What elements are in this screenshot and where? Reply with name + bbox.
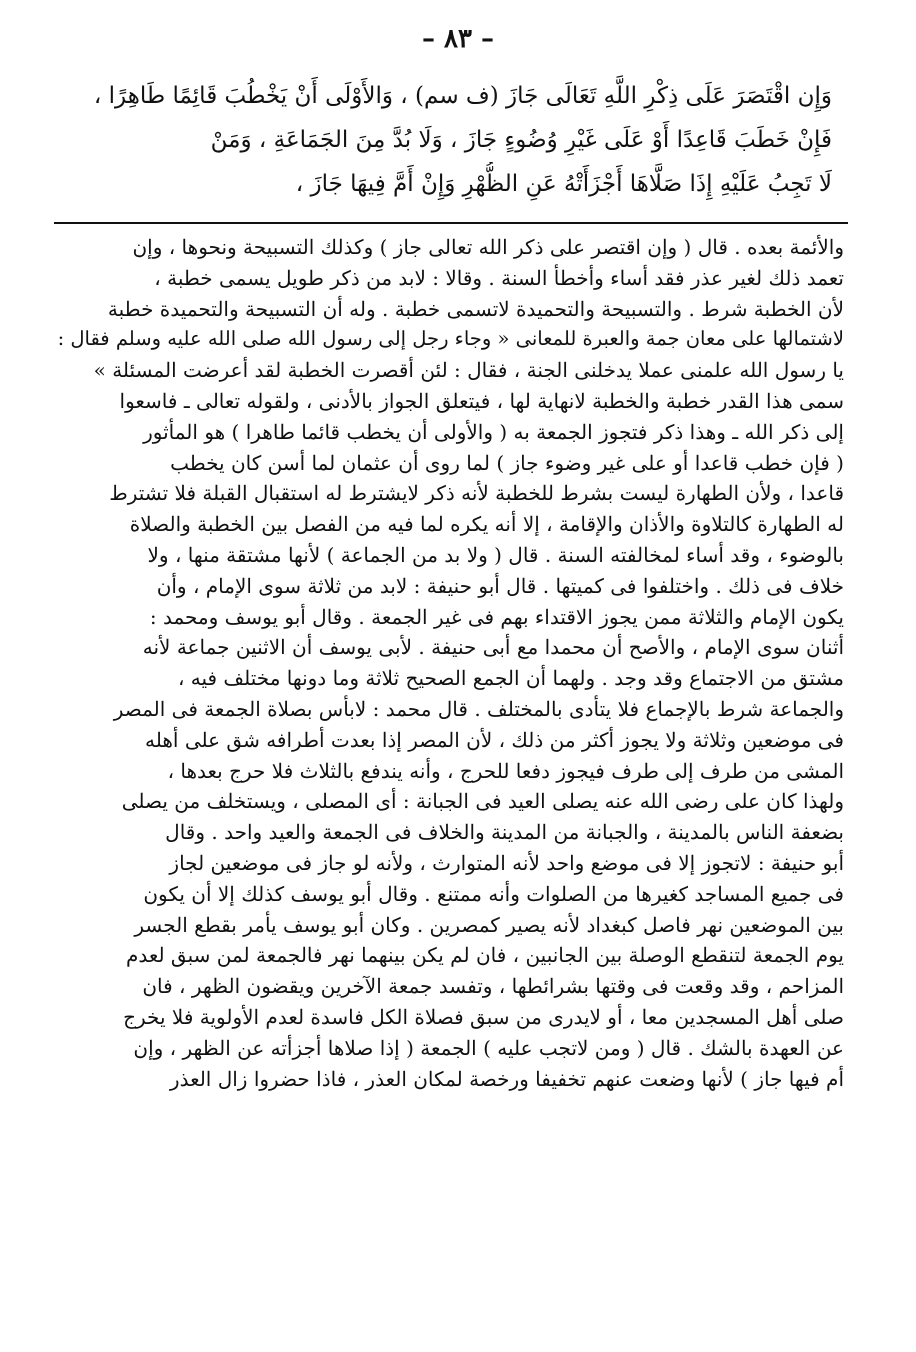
commentary-line: سمى هذا القدر خطبة والخطبة لانهاية لها ، فيتعلق الجواز بالأدنى ، ولقوله تعالى ـ فاسعوا — [119, 388, 844, 413]
commentary-line: ولهذا كان على رضى الله عنه يصلى العيد فى الجبانة : أى المصلى ، ويستخلف من يصلى — [121, 789, 844, 814]
main-text-block — [62, 74, 832, 206]
commentary-line: صلى أهل المسجدين معا ، أو لايدرى من سبق فصلاة الكل فاسدة لعدم الأولوية فلا يخرج — [123, 1004, 844, 1029]
main-text-line: فَإِنْ خَطَبَ قَاعِدًا أَوْ عَلَى غَيْرِ وُضُوءٍ جَازَ ، وَلَا بُدَّ مِنَ الجَمَاعَةِ ، وَمَنْ — [210, 127, 832, 153]
main-text-line: وَإِن اقْتَصَرَ عَلَى ذِكْرِ اللَّهِ تَعَالَى جَازَ (ف سم) ، وَالأَوْلَى أَنْ يَخْطُبَ قَائِمًا طَاهِرًا ، — [93, 83, 832, 109]
commentary-line: بين الموضعين نهر فاصل كبغداد لأنه يصير كمصرين . وكان أبو يوسف يأمر بقطع الجسر — [134, 912, 844, 937]
commentary-line: إلى ذكر الله ـ وهذا ذكر فتجوز الجمعة به ( والأولى أن يخطب قائما طاهرا ) هو المأثور — [143, 419, 844, 444]
commentary-line: عن العهدة بالشك . قال ( ومن لاتجب عليه ) الجمعة ( إذا صلاها أجزأته عن الظهر ، وإن — [133, 1035, 844, 1060]
commentary-line: لاشتمالها على معان جمة والعبرة للمعانى « وجاء رجل إلى رسول الله صلى الله عليه وسلم فقال : — [57, 327, 844, 351]
commentary-line: فى جميع المساجد كغيرها من الصلوات وأنه ممتنع . وقال أبو يوسف كذلك إلا أن يكون — [143, 881, 844, 906]
page-number: – ٨٣ – — [421, 24, 495, 54]
commentary-text-block — [44, 232, 844, 1094]
commentary-line: بالوضوء ، وقد أساء لمخالفته السنة . قال ( ولا بد من الجماعة ) لأنها مشتقة منها ، ولا — [147, 542, 844, 567]
section-divider — [54, 222, 848, 224]
commentary-line: يكون الإمام والثلاثة ممن يجوز الاقتداء بهم فى غير الجمعة . وقال أبو يوسف ومحمد : — [149, 604, 844, 629]
commentary-line: له الطهارة كالتلاوة والأذان والإقامة ، إلا أنه يكره لما فيه من الفصل بين الخطبة والصلاة — [129, 512, 844, 537]
commentary-line: والأئمة بعده . قال ( وإن اقتصر على ذكر الله تعالى جاز ) وكذلك التسبيحة ونحوها ، وإن — [132, 235, 844, 259]
commentary-line: مشتق من الاجتماع وقد وجد . ولهما أن الجمع الصحيح ثلاثة وما دونها مختلف فيه ، — [177, 666, 844, 691]
commentary-line: المشى من طرف إلى طرف فيجوز دفعا للحرج ، وأنه يندفع بالثلاث فلا حرج بعدها ، — [167, 758, 844, 783]
commentary-line: خلاف فى ذلك . واختلفوا فى كميتها . قال أبو حنيفة : لابد من ثلاثة سوى الإمام ، وأن — [156, 573, 844, 598]
commentary-line: أثنان سوى الإمام ، والأصح أن محمدا مع أبى حنيفة . لأبى يوسف أن الاثنين جماعة لأنه — [142, 635, 844, 660]
commentary-line: ( فإن خطب قاعدا أو على غير وضوء جاز ) لما روى أن عثمان لما أسن كان يخطب — [170, 450, 844, 475]
commentary-line: تعمد ذلك لغير عذر فقد أساء وأخطأ السنة . وقالا : لابد من ذكر طويل يسمى خطبة ، — [154, 265, 844, 290]
commentary-line: يوم الجمعة لتنقطع الوصلة بين الجانبين ، فان لم يكن بينهما نهر فالجمعة لمن سبق لعدم — [125, 943, 844, 968]
commentary-line: يا رسول الله علمنى عملا يدخلنى الجنة ، فقال : لئن أقصرت الخطبة لقد أعرضت المسئلة » — [93, 358, 844, 383]
main-text-line: لَا تَجِبُ عَلَيْهِ إِذَا صَلَّاهَا أَجْزَأَتْهُ عَنِ الظُّهْرِ وَإِنْ أَمَّ فِيهَا جَازَ ، — [295, 171, 832, 197]
commentary-line: أم فيها جاز ) لأنها وضعت عنهم تخفيفا ورخصة لمكان العذر ، فاذا حضروا زال العذر — [169, 1066, 844, 1091]
commentary-line: المزاحم ، وقد وقعت فى وقتها بشرائطها ، وتفسد جمعة الآخرين ويقضون الظهر ، فان — [142, 974, 844, 999]
commentary-line: فى موضعين وثلاثة ولا يجوز أكثر من ذلك ، لأن المصر إذا بعدت أطرافه شق على أهله — [145, 727, 844, 752]
commentary-line: بضعفة الناس بالمدينة ، والجبانة من المدينة والخلاف فى الجمعة والعيد واحد . وقال — [165, 820, 844, 845]
commentary-line: قاعدا ، ولأن الطهارة ليست بشرط للخطبة لأنه ذكر لايشترط له استقبال القبلة فلا تشترط — [109, 481, 844, 506]
commentary-line: والجماعة شرط بالإجماع فلا يتأدى بالمختلف . قال محمد : لابأس بصلاة الجمعة فى المصر — [113, 696, 844, 721]
commentary-line: لأن الخطبة شرط . والتسبيحة والتحميدة لاتسمى خطبة . وله أن التسبيحة والتحميدة خطبة — [107, 296, 844, 321]
commentary-line: أبو حنيفة : لاتجوز إلا فى موضع واحد لأنه المتوارث ، ولأنه لو جاز فى موضعين لجاز — [169, 850, 844, 875]
